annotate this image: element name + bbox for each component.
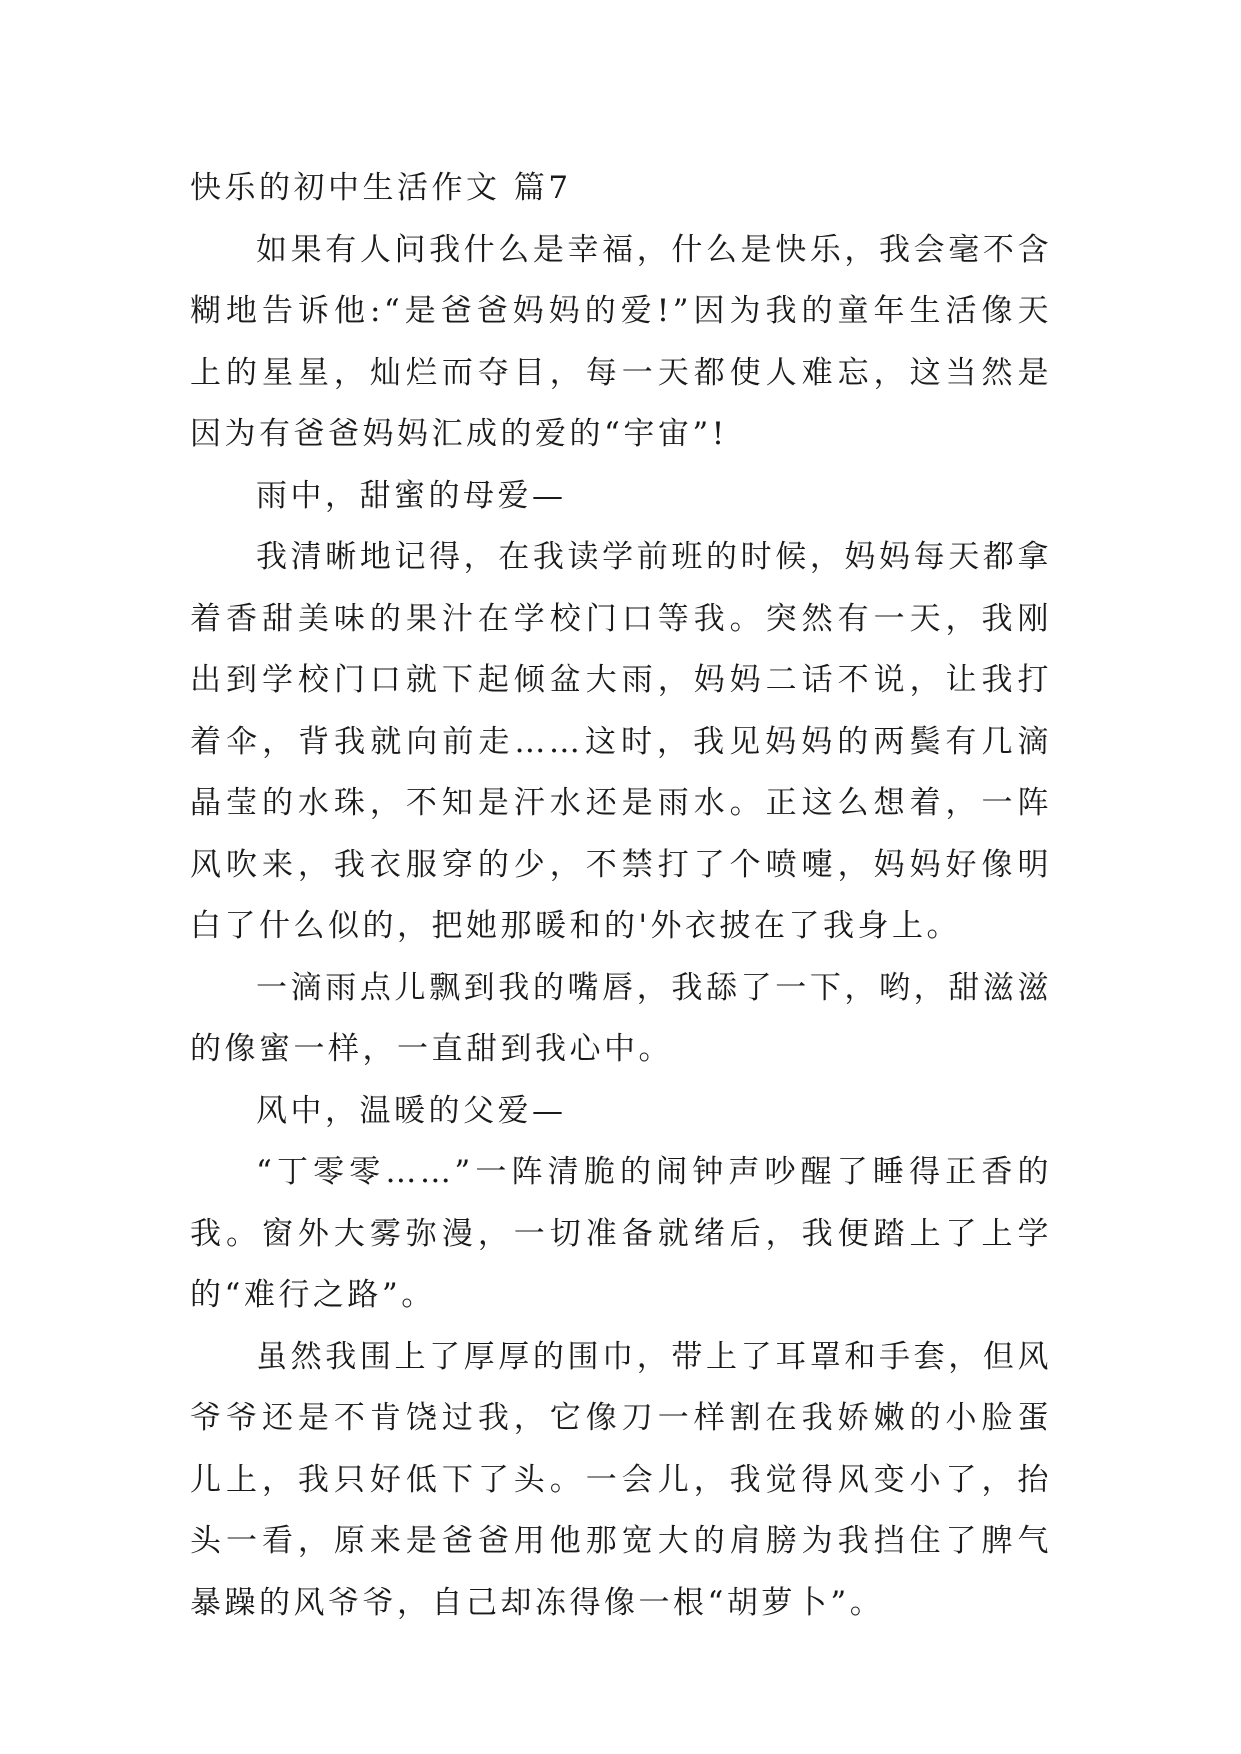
section-heading-father-love: 风中，温暖的父爱— bbox=[256, 1092, 567, 1129]
essay-title: 快乐的初中生活作文 篇7 bbox=[190, 170, 572, 206]
section-heading-mother-love: 雨中，甜蜜的母爱— bbox=[256, 477, 567, 514]
paragraph-raindrop: 一滴雨点儿飘到我的嘴唇，我舔了一下，哟，甜滋滋的像蜜一样，一直甜到我心中。 bbox=[190, 969, 1052, 1067]
paragraph-intro: 如果有人问我什么是幸福，什么是快乐，我会毫不含糊地告诉他:“是爸爸妈妈的爱!”因为我的童年生活像天上的星星，灿烂而夺目，每一天都使人难忘，这当然是因为有爸爸妈妈汇成的爱的“宇宙”! bbox=[190, 231, 1052, 452]
document-body bbox=[190, 158, 1052, 1634]
paragraph-wind-walk: 虽然我围上了厚厚的围巾，带上了耳罩和手套，但风爷爷还是不肯饶过我，它像刀一样割在我娇嫩的小脸蛋儿上，我只好低下了头。一会儿，我觉得风变小了，抬头一看，原来是爸爸用他那宽大的肩膀为我挡住了脾气暴躁的风爷爷，自己却冻得像一根“胡萝卜”。 bbox=[190, 1338, 1052, 1621]
paragraph-rain-memory: 我清晰地记得，在我读学前班的时候，妈妈每天都拿着香甜美味的果汁在学校门口等我。突然有一天，我刚出到学校门口就下起倾盆大雨，妈妈二话不说，让我打着伞，背我就向前走……这时，我见妈妈的两鬓有几滴晶莹的水珠，不知是汗水还是雨水。正这么想着，一阵风吹来，我衣服穿的少，不禁打了个喷嚏，妈妈好像明白了什么似的，把她那暖和的'外衣披在了我身上。 bbox=[190, 539, 1052, 944]
paragraph-alarm-clock: “丁零零……”一阵清脆的闹钟声吵醒了睡得正香的我。窗外大雾弥漫，一切准备就绪后，我便踏上了上学的“难行之路”。 bbox=[190, 1154, 1052, 1313]
